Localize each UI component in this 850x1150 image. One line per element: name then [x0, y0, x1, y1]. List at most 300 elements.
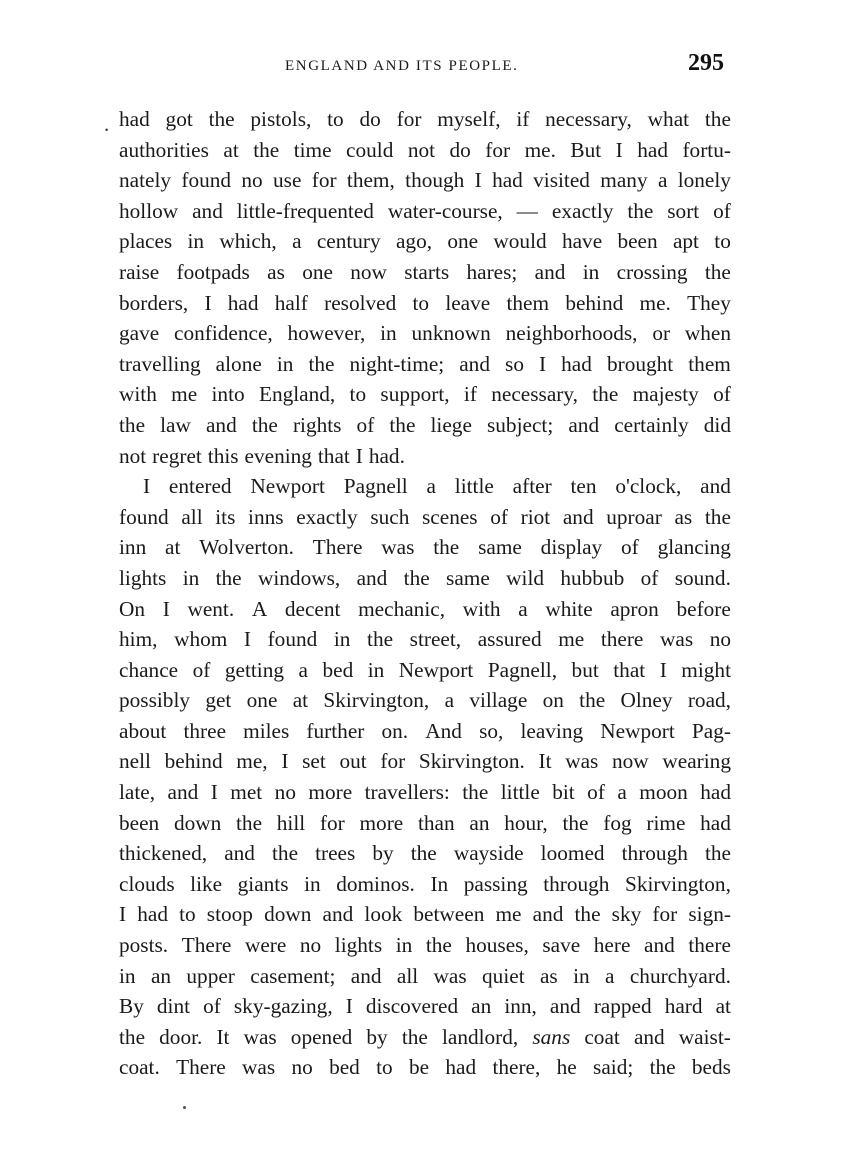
- word: evening: [244, 443, 312, 468]
- word: like: [190, 871, 223, 896]
- word: fortu-: [682, 137, 731, 162]
- word: though: [405, 168, 465, 193]
- word: me: [558, 627, 585, 652]
- word: entered: [168, 474, 232, 499]
- word: down: [264, 902, 312, 927]
- word: which,: [219, 229, 277, 254]
- word: unknown: [411, 321, 491, 346]
- word: assured: [477, 627, 542, 652]
- word: the: [433, 535, 460, 560]
- word: and: [459, 351, 490, 376]
- word: in: [182, 565, 200, 590]
- word: the: [649, 1055, 676, 1080]
- word: found: [119, 504, 169, 529]
- word: lonely: [677, 168, 731, 193]
- word: I: [119, 902, 127, 927]
- word: or: [652, 321, 671, 346]
- word: for: [652, 902, 678, 927]
- word: of: [621, 535, 639, 560]
- word: out: [339, 749, 367, 774]
- word: the: [562, 810, 589, 835]
- word: and: [700, 474, 731, 499]
- word: after: [512, 474, 552, 499]
- word: of: [356, 412, 375, 437]
- word: for: [396, 107, 422, 131]
- word: as: [267, 259, 285, 284]
- word: Pagnell,: [487, 657, 558, 682]
- word: bit: [552, 780, 575, 805]
- word: not: [407, 137, 436, 162]
- text-line: [119, 563, 731, 594]
- word: to: [412, 290, 430, 315]
- word: but: [571, 657, 599, 682]
- word: in: [304, 871, 321, 896]
- text-line: [119, 257, 731, 288]
- word: Skirvington,: [323, 688, 430, 713]
- word: that: [613, 657, 646, 682]
- word: law: [160, 412, 191, 437]
- word: a: [617, 780, 627, 805]
- word: when: [684, 321, 731, 346]
- word: said;: [593, 1055, 634, 1080]
- word: the: [579, 688, 606, 713]
- text-line: [119, 685, 731, 716]
- word: liege: [430, 412, 472, 437]
- word: I: [659, 657, 667, 682]
- word: if: [516, 107, 530, 131]
- word: myself,: [437, 107, 501, 131]
- word: got: [165, 107, 193, 131]
- word: quiet: [482, 963, 525, 988]
- word: Skirvington,: [625, 871, 731, 896]
- word: clouds: [119, 871, 175, 896]
- word: for: [319, 810, 345, 835]
- word: necessary,: [491, 382, 578, 407]
- word: travellers:: [364, 780, 450, 805]
- word: to: [179, 902, 196, 927]
- word: hard: [664, 994, 703, 1019]
- text-line: [119, 991, 731, 1022]
- word: village: [469, 688, 528, 713]
- text-line: [119, 349, 731, 380]
- word: the: [253, 137, 280, 162]
- word: There: [176, 1055, 226, 1080]
- text-line: [119, 379, 731, 410]
- word: the: [208, 107, 235, 131]
- word: It: [538, 749, 552, 774]
- word: was: [433, 963, 467, 988]
- word: confidence,: [174, 321, 273, 346]
- word: same: [478, 535, 522, 560]
- word: at: [715, 994, 731, 1019]
- word: no: [291, 1055, 313, 1080]
- word: support,: [380, 382, 450, 407]
- word: mechanic,: [358, 596, 446, 621]
- word: On: [119, 596, 146, 621]
- word: coat.: [119, 1055, 160, 1080]
- word: stoop: [206, 902, 253, 927]
- word: there,: [492, 1055, 541, 1080]
- word: wearing: [662, 749, 731, 774]
- word: be: [408, 1055, 430, 1080]
- word: an: [471, 994, 492, 1019]
- text-line: [119, 624, 731, 655]
- word: houses,: [465, 933, 529, 958]
- word: the: [119, 412, 146, 437]
- word: hour,: [504, 810, 548, 835]
- word: hill: [276, 810, 306, 835]
- text-line: [119, 165, 731, 196]
- word: water-course,: [387, 198, 503, 223]
- word: I: [281, 749, 289, 774]
- word: there: [688, 933, 731, 958]
- word: uproar: [606, 504, 662, 529]
- word: a: [292, 229, 302, 254]
- word: There: [312, 535, 363, 560]
- word: leave: [445, 290, 491, 315]
- word: behind: [565, 290, 624, 315]
- word: necessary,: [545, 107, 632, 131]
- word: chance: [119, 657, 179, 682]
- word: now: [612, 749, 649, 774]
- word: of: [713, 198, 731, 223]
- word: I: [615, 137, 623, 162]
- word: sort: [667, 198, 700, 223]
- word: of: [713, 382, 731, 407]
- word: passing: [463, 871, 528, 896]
- word: them: [688, 351, 731, 376]
- word: whom: [174, 627, 228, 652]
- word: had: [700, 810, 731, 835]
- word: Olney: [620, 688, 673, 713]
- word: a: [444, 688, 455, 713]
- word: late,: [119, 780, 156, 805]
- print-speck: [183, 1106, 186, 1109]
- word: had: [700, 780, 731, 805]
- word: England,: [258, 382, 336, 407]
- text-line: [119, 318, 731, 349]
- word: was: [243, 1024, 277, 1049]
- word: no: [241, 168, 263, 193]
- word: did: [703, 412, 731, 437]
- word: an: [469, 810, 490, 835]
- word: and: [534, 259, 566, 284]
- word: resolved: [324, 290, 397, 315]
- word: ago,: [395, 229, 433, 254]
- word: glancing: [657, 535, 731, 560]
- word: lights: [119, 565, 167, 590]
- word: little-frequented: [236, 198, 374, 223]
- word: more: [308, 780, 353, 805]
- word: the: [367, 627, 394, 652]
- word: the: [574, 902, 601, 927]
- word: in: [367, 657, 385, 682]
- word: street,: [409, 627, 462, 652]
- word: there: [600, 627, 644, 652]
- word: decent: [284, 596, 341, 621]
- word: have: [561, 229, 603, 254]
- text-line: [119, 410, 731, 441]
- text-line: [119, 716, 731, 747]
- word: me.: [639, 290, 671, 315]
- word: the: [410, 841, 437, 866]
- word: the: [592, 382, 619, 407]
- word: had: [227, 290, 259, 315]
- word: footpads: [176, 259, 250, 284]
- word: many: [600, 168, 648, 193]
- word: nell: [119, 749, 151, 774]
- word: neighborhoods,: [505, 321, 638, 346]
- word: lights: [334, 933, 383, 958]
- word: one: [302, 259, 333, 284]
- word: the: [704, 107, 731, 131]
- word: so,: [479, 718, 504, 743]
- text-line: [119, 288, 731, 319]
- word: on.: [381, 718, 409, 743]
- word: apron: [610, 596, 659, 621]
- word: inns: [248, 504, 284, 529]
- word: I: [474, 168, 482, 193]
- word: gave: [119, 321, 160, 346]
- text-line: [119, 441, 731, 472]
- word: door.: [159, 1024, 203, 1049]
- word: moon: [639, 780, 688, 805]
- word: wild: [506, 565, 545, 590]
- word: starts: [404, 259, 450, 284]
- word: a: [605, 963, 615, 988]
- word: inn: [119, 535, 147, 560]
- text-line: [119, 1022, 731, 1053]
- word: before: [676, 596, 731, 621]
- word: three: [183, 718, 227, 743]
- word: and: [532, 902, 564, 927]
- word: borders,: [119, 290, 189, 315]
- word: certainly: [614, 412, 689, 437]
- word: crossing: [616, 259, 688, 284]
- word: and: [167, 780, 199, 805]
- word: had: [137, 902, 168, 927]
- word: however,: [287, 321, 366, 346]
- word: I: [539, 351, 547, 376]
- word: travelling: [119, 351, 201, 376]
- word: went.: [187, 596, 235, 621]
- word: landlord,: [441, 1024, 519, 1049]
- word: use: [273, 168, 302, 193]
- word: the: [403, 565, 430, 590]
- word: do: [449, 137, 471, 162]
- word: now: [350, 259, 387, 284]
- word: me: [495, 902, 522, 927]
- word: get: [205, 688, 232, 713]
- word: in: [582, 259, 600, 284]
- word: and: [356, 565, 388, 590]
- word: inn,: [504, 994, 537, 1019]
- word: as: [674, 504, 693, 529]
- word: in: [187, 229, 205, 254]
- word: and: [633, 1024, 665, 1049]
- word: rapped: [593, 994, 652, 1019]
- text-line: [119, 135, 731, 166]
- word: the: [401, 1024, 428, 1049]
- text-line: [119, 746, 731, 777]
- word: and: [562, 504, 594, 529]
- text-line: [119, 226, 731, 257]
- word: all: [396, 963, 419, 988]
- word: to: [349, 382, 367, 407]
- word: what: [647, 107, 690, 131]
- print-speck: .: [104, 112, 110, 136]
- word: in: [333, 627, 351, 652]
- word: miles: [243, 718, 290, 743]
- word: through: [621, 841, 688, 866]
- word: Wolverton.: [199, 535, 294, 560]
- word: getting: [224, 657, 285, 682]
- word: posts.: [119, 933, 169, 958]
- word: sky: [611, 902, 642, 927]
- word: display: [540, 535, 603, 560]
- word: time: [293, 137, 332, 162]
- word: scenes: [422, 504, 478, 529]
- word: century: [316, 229, 381, 254]
- word: coat: [584, 1024, 620, 1049]
- word: and: [568, 412, 600, 437]
- word: waist-: [678, 1024, 731, 1049]
- word: discovered: [365, 994, 459, 1019]
- word: found: [267, 627, 318, 652]
- word: fog: [603, 810, 632, 835]
- word: raise: [119, 259, 160, 284]
- word: and: [549, 994, 581, 1019]
- word: They: [687, 290, 731, 315]
- word: look: [364, 902, 403, 927]
- word: and: [192, 198, 223, 223]
- word: would: [493, 229, 547, 254]
- word: the: [236, 810, 263, 835]
- word: In: [430, 871, 449, 896]
- word: the: [215, 565, 242, 590]
- word: one: [447, 229, 479, 254]
- text-line: [119, 104, 731, 135]
- word: on: [542, 688, 564, 713]
- word: found: [181, 168, 232, 193]
- word: By: [119, 994, 144, 1019]
- text-line: [119, 1052, 731, 1083]
- word: the: [704, 259, 731, 284]
- text-line: [119, 594, 731, 625]
- word: a: [298, 657, 308, 682]
- word: met: [230, 780, 263, 805]
- text-line: [119, 502, 731, 533]
- word: so: [505, 351, 524, 376]
- word: ten: [570, 474, 597, 499]
- word: authorities: [119, 137, 209, 162]
- word: to: [376, 1055, 393, 1080]
- word: that: [317, 443, 350, 468]
- word: he: [556, 1055, 577, 1080]
- word: the: [704, 841, 731, 866]
- word: and: [350, 963, 382, 988]
- word: for: [311, 168, 337, 193]
- word: giants: [237, 871, 289, 896]
- word: sound.: [674, 565, 731, 590]
- word: the: [425, 933, 452, 958]
- word: of: [587, 780, 605, 805]
- word: was: [659, 627, 694, 652]
- word: further: [306, 718, 365, 743]
- word: had: [492, 168, 523, 193]
- word: same: [446, 565, 490, 590]
- word: regret: [152, 443, 202, 468]
- word: hubbub: [560, 565, 625, 590]
- text-line: [119, 532, 731, 563]
- word: hollow: [119, 198, 179, 223]
- word: to: [327, 107, 344, 131]
- word: to: [714, 229, 731, 254]
- word: no: [299, 933, 322, 958]
- word: nately: [119, 168, 172, 193]
- word: visited: [533, 168, 590, 193]
- word: set: [302, 749, 326, 774]
- word: of: [640, 565, 659, 590]
- word: no: [274, 780, 296, 805]
- word: sky-gazing,: [233, 994, 333, 1019]
- word: could: [346, 137, 394, 162]
- word: o'clock,: [615, 474, 682, 499]
- word: apt: [672, 229, 699, 254]
- word: A: [251, 596, 268, 621]
- word: do: [359, 107, 381, 131]
- word: in: [276, 351, 294, 376]
- word: I: [243, 627, 251, 652]
- word: about: [119, 718, 167, 743]
- word: Pag-: [691, 718, 731, 743]
- word: in: [573, 963, 590, 988]
- word: exactly: [296, 504, 358, 529]
- word: I: [345, 994, 353, 1019]
- word: churchyard.: [629, 963, 731, 988]
- text-line: [119, 655, 731, 686]
- word: one: [246, 688, 278, 713]
- word: through: [543, 871, 610, 896]
- word: alone: [215, 351, 262, 376]
- word: between: [413, 902, 485, 927]
- word: had: [445, 1055, 477, 1080]
- word: here: [593, 933, 631, 958]
- word: for: [485, 137, 511, 162]
- text-line: [119, 899, 731, 930]
- word: me,: [236, 749, 268, 774]
- word: rime: [646, 810, 686, 835]
- word: by: [372, 841, 394, 866]
- word: and: [224, 841, 255, 866]
- word: Skirvington.: [418, 749, 525, 774]
- word: brought: [606, 351, 674, 376]
- word: It: [216, 1024, 230, 1049]
- word: Pagnell: [343, 474, 408, 499]
- word: in: [395, 933, 413, 958]
- word: the: [272, 841, 299, 866]
- word: for: [380, 749, 406, 774]
- word: had.: [368, 443, 405, 468]
- word: than: [417, 810, 455, 835]
- word: I: [204, 290, 212, 315]
- word: a: [426, 474, 436, 499]
- word: half: [274, 290, 308, 315]
- word: possibly: [119, 688, 191, 713]
- word: at: [223, 137, 239, 162]
- word: them,: [346, 168, 395, 193]
- word: I: [210, 780, 218, 805]
